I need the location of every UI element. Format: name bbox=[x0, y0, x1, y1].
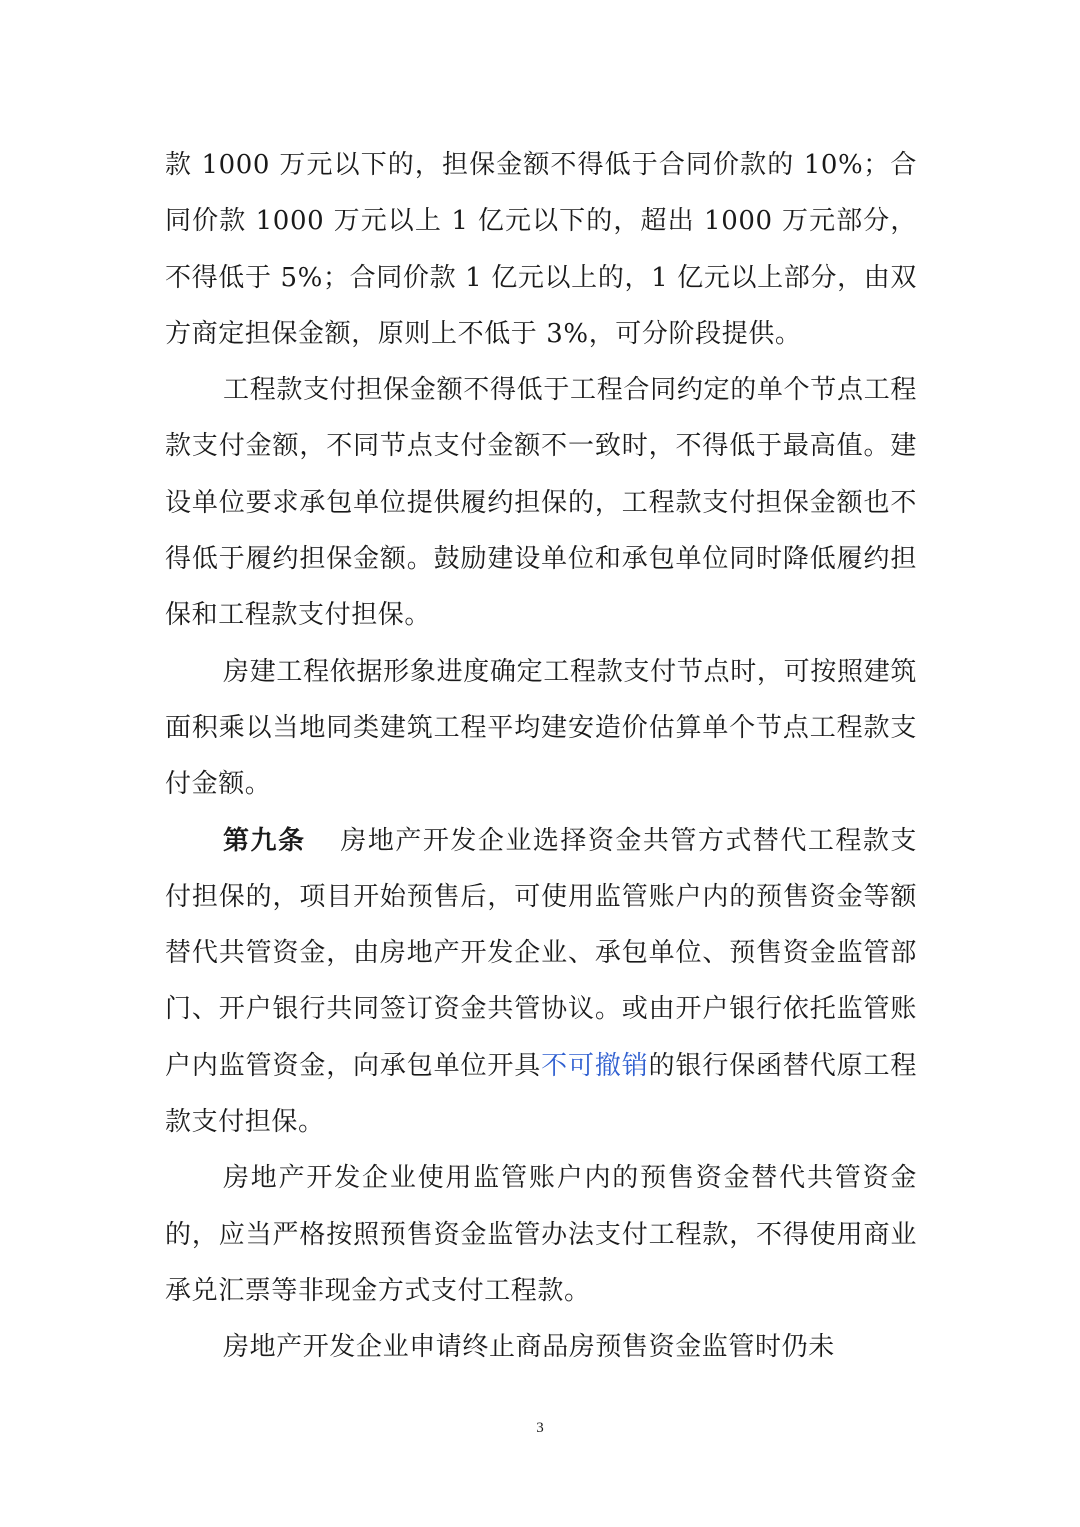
page-number: 3 bbox=[536, 1420, 544, 1436]
article-nine-text: 房地产开发企业选择资金共管方式替代工程款支付担保的，项目开始预售后，可使用监管账户内的预售资金等额替代共管资金，由房地产开发企业、承包单位、预售资金监管部门、开户银行共同签订资金共管协议。或由开户银行依托监管账户内监管资金，向承包单位开具 bbox=[165, 825, 917, 1081]
article-nine-text-end: 的银行保函替代原工程款支付担保。 bbox=[165, 1050, 917, 1138]
paragraph-article-nine bbox=[165, 813, 917, 1151]
irrevocable-link[interactable]: 不可撤销 bbox=[541, 1050, 649, 1081]
document-body bbox=[165, 137, 917, 1376]
paragraph-guarantee-ratio: 款 1000 万元以下的，担保金额不得低于合同价款的 10%；合同价款 1000 万元以上 1 亿元以下的，超出 1000 万元部分，不得低于 5%；合同价款 1 亿元以上的，1 亿元以上部分，由双方商定担保金额，原则上不低于 3%，可分阶段提供。 bbox=[165, 150, 917, 349]
paragraph-payment-guarantee-amount: 工程款支付担保金额不得低于工程合同约定的单个节点工程款支付金额，不同节点支付金额不一致时，不得低于最高值。建设单位要求承包单位提供履约担保的，工程款支付担保金额也不得低于履约担保金额。鼓励建设单位和承包单位同时降低履约担保和工程款支付担保。 bbox=[165, 375, 917, 631]
paragraph-presale-fund-payment: 房地产开发企业使用监管账户内的预售资金替代共管资金的，应当严格按照预售资金监管办法支付工程款，不得使用商业承兑汇票等非现金方式支付工程款。 bbox=[165, 1163, 917, 1306]
paragraph-progress-node-estimate: 房建工程依据形象进度确定工程款支付节点时，可按照建筑面积乘以当地同类建筑工程平均建安造价估算单个节点工程款支付金额。 bbox=[165, 656, 917, 800]
article-label: 第九条 bbox=[223, 825, 306, 856]
paragraph-termination-partial: 房地产开发企业申请终止商品房预售资金监管时仍未 bbox=[223, 1332, 835, 1363]
